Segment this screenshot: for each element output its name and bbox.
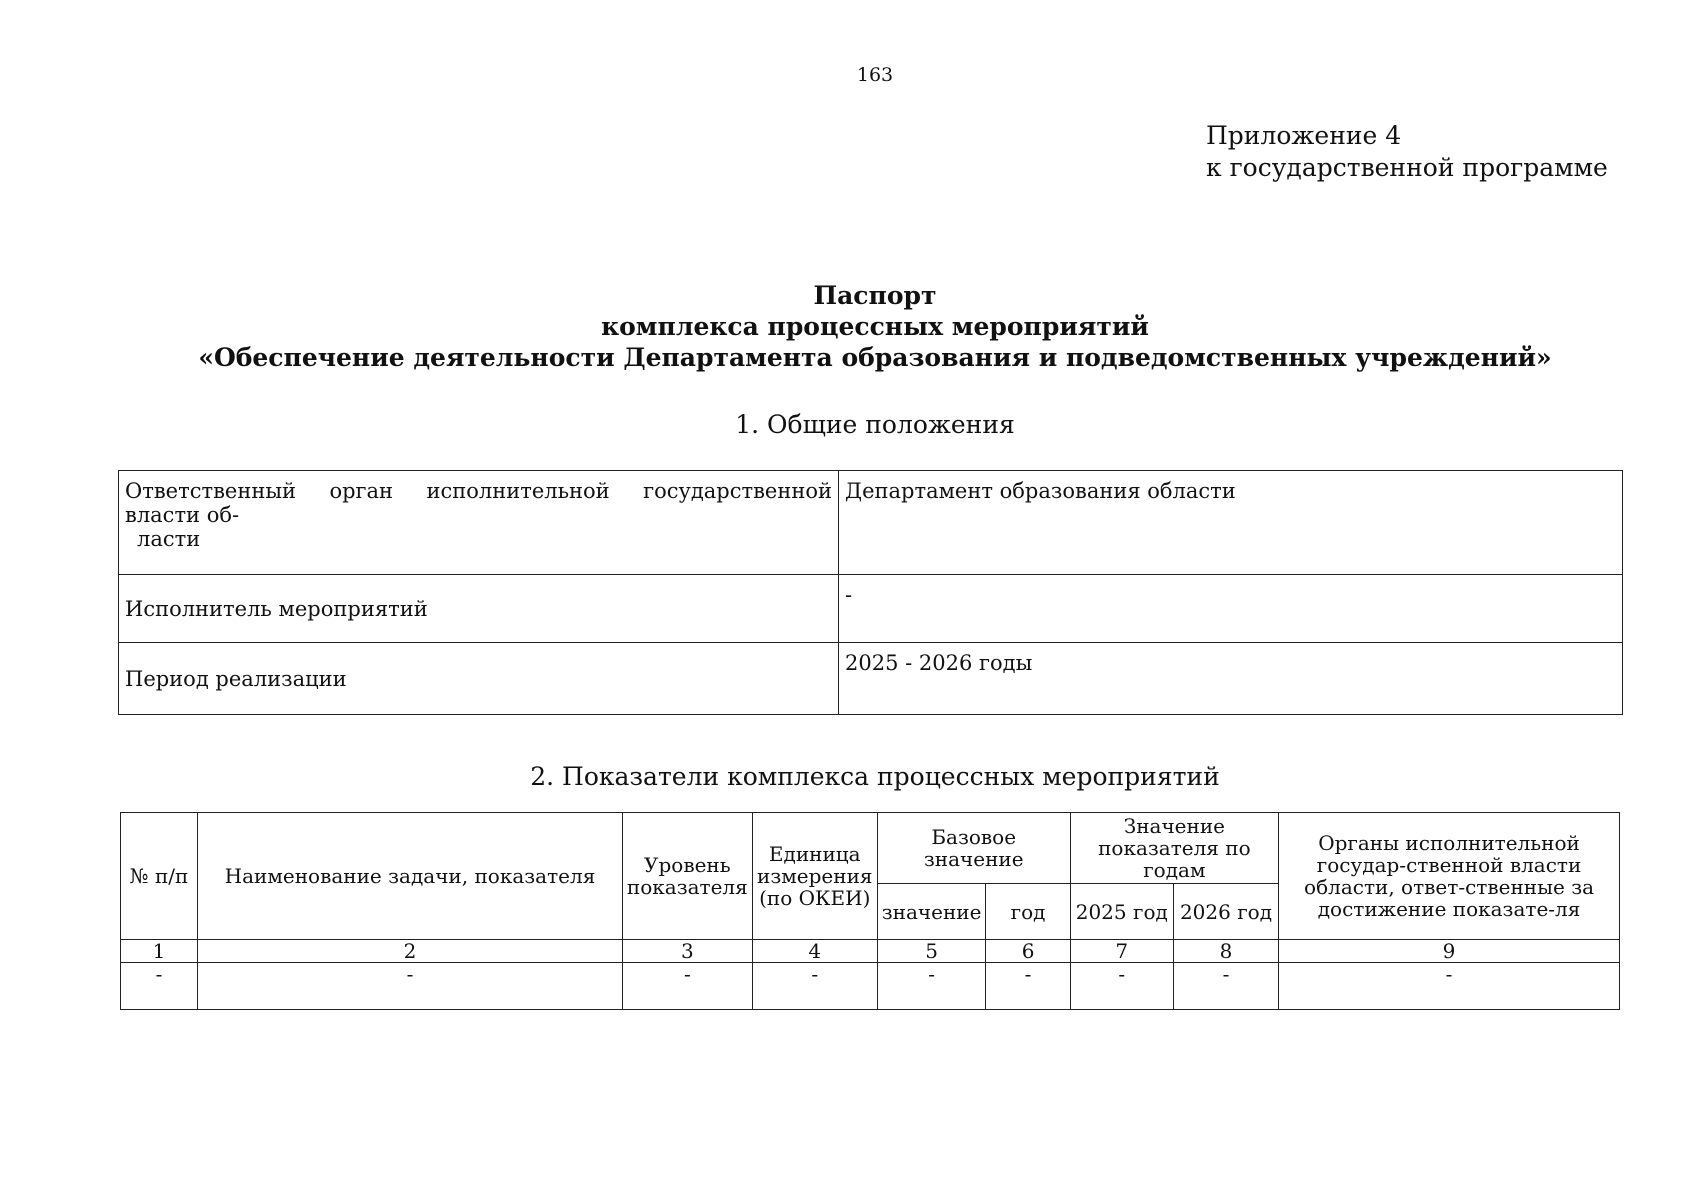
- col-header-name: Наименование задачи, показателя: [198, 813, 623, 940]
- col-header-unit: Единица измерения (по ОКЕИ): [752, 813, 877, 940]
- column-number: 8: [1173, 940, 1278, 963]
- title-line-2: комплекса процессных мероприятий: [601, 312, 1149, 341]
- section-1-heading: 1. Общие положения: [735, 410, 1015, 439]
- column-number: 9: [1279, 940, 1620, 963]
- title-line-3: «Обеспечение деятельности Департамента образования и подведомственных учреждений»: [198, 343, 1552, 372]
- appendix-note: [1206, 120, 1608, 184]
- table-row: [119, 575, 1623, 643]
- section-2-heading: 2. Показатели комплекса процессных мероприятий: [530, 762, 1220, 791]
- row-label: [119, 575, 839, 643]
- cell-num: -: [121, 963, 198, 1010]
- label-line-1: Ответственный орган исполнительной государственной власти об-: [125, 479, 832, 527]
- row-value: Департамент образования области: [839, 471, 1623, 575]
- col-header-year-2026: 2026 год: [1173, 884, 1278, 940]
- cell-unit: -: [752, 963, 877, 1010]
- table-row: [121, 963, 1620, 1010]
- column-number: 5: [877, 940, 986, 963]
- col-header-by-years: Значение показателя по годам: [1070, 813, 1278, 884]
- col-header-base-value: значение: [877, 884, 986, 940]
- label-line-1: Период реализации: [125, 666, 347, 691]
- header-row: [121, 813, 1620, 884]
- column-number: 2: [198, 940, 623, 963]
- cell-year-2025: -: [1070, 963, 1173, 1010]
- table-row: [119, 471, 1623, 575]
- row-label: [119, 643, 839, 715]
- col-header-base-year: год: [986, 884, 1070, 940]
- col-header-num: № п/п: [121, 813, 198, 940]
- cell-base-year: -: [986, 963, 1070, 1010]
- col-header-year-2025: 2025 год: [1070, 884, 1173, 940]
- cell-name: -: [198, 963, 623, 1010]
- column-number: 4: [752, 940, 877, 963]
- row-value: -: [839, 575, 1623, 643]
- indicators-table: [120, 812, 1620, 1010]
- row-label: [119, 471, 839, 575]
- column-number: 1: [121, 940, 198, 963]
- cell-level: -: [622, 963, 752, 1010]
- cell-base-value: -: [877, 963, 986, 1010]
- appendix-line-1: Приложение 4: [1206, 121, 1402, 150]
- cell-organs: -: [1279, 963, 1620, 1010]
- document-title: [0, 280, 1697, 373]
- col-header-level: Уровень показателя: [622, 813, 752, 940]
- label-line-1: Исполнитель мероприятий: [125, 596, 428, 621]
- col-header-base: Базовое значение: [877, 813, 1070, 884]
- label-line-2: ласти: [137, 527, 201, 551]
- table-row: [119, 643, 1623, 715]
- column-number: 3: [622, 940, 752, 963]
- page-number: 163: [856, 64, 894, 86]
- general-provisions-table: [118, 470, 1623, 715]
- title-line-1: Паспорт: [813, 281, 937, 310]
- appendix-line-2: к государственной программе: [1206, 153, 1608, 182]
- cell-year-2026: -: [1173, 963, 1278, 1010]
- col-header-organs: Органы исполнительной государ-ственной власти области, ответ-ственные за достижение показате-ля: [1279, 813, 1620, 940]
- column-number: 6: [986, 940, 1070, 963]
- column-numbers-row: [121, 940, 1620, 963]
- column-number: 7: [1070, 940, 1173, 963]
- row-value: 2025 - 2026 годы: [839, 643, 1623, 715]
